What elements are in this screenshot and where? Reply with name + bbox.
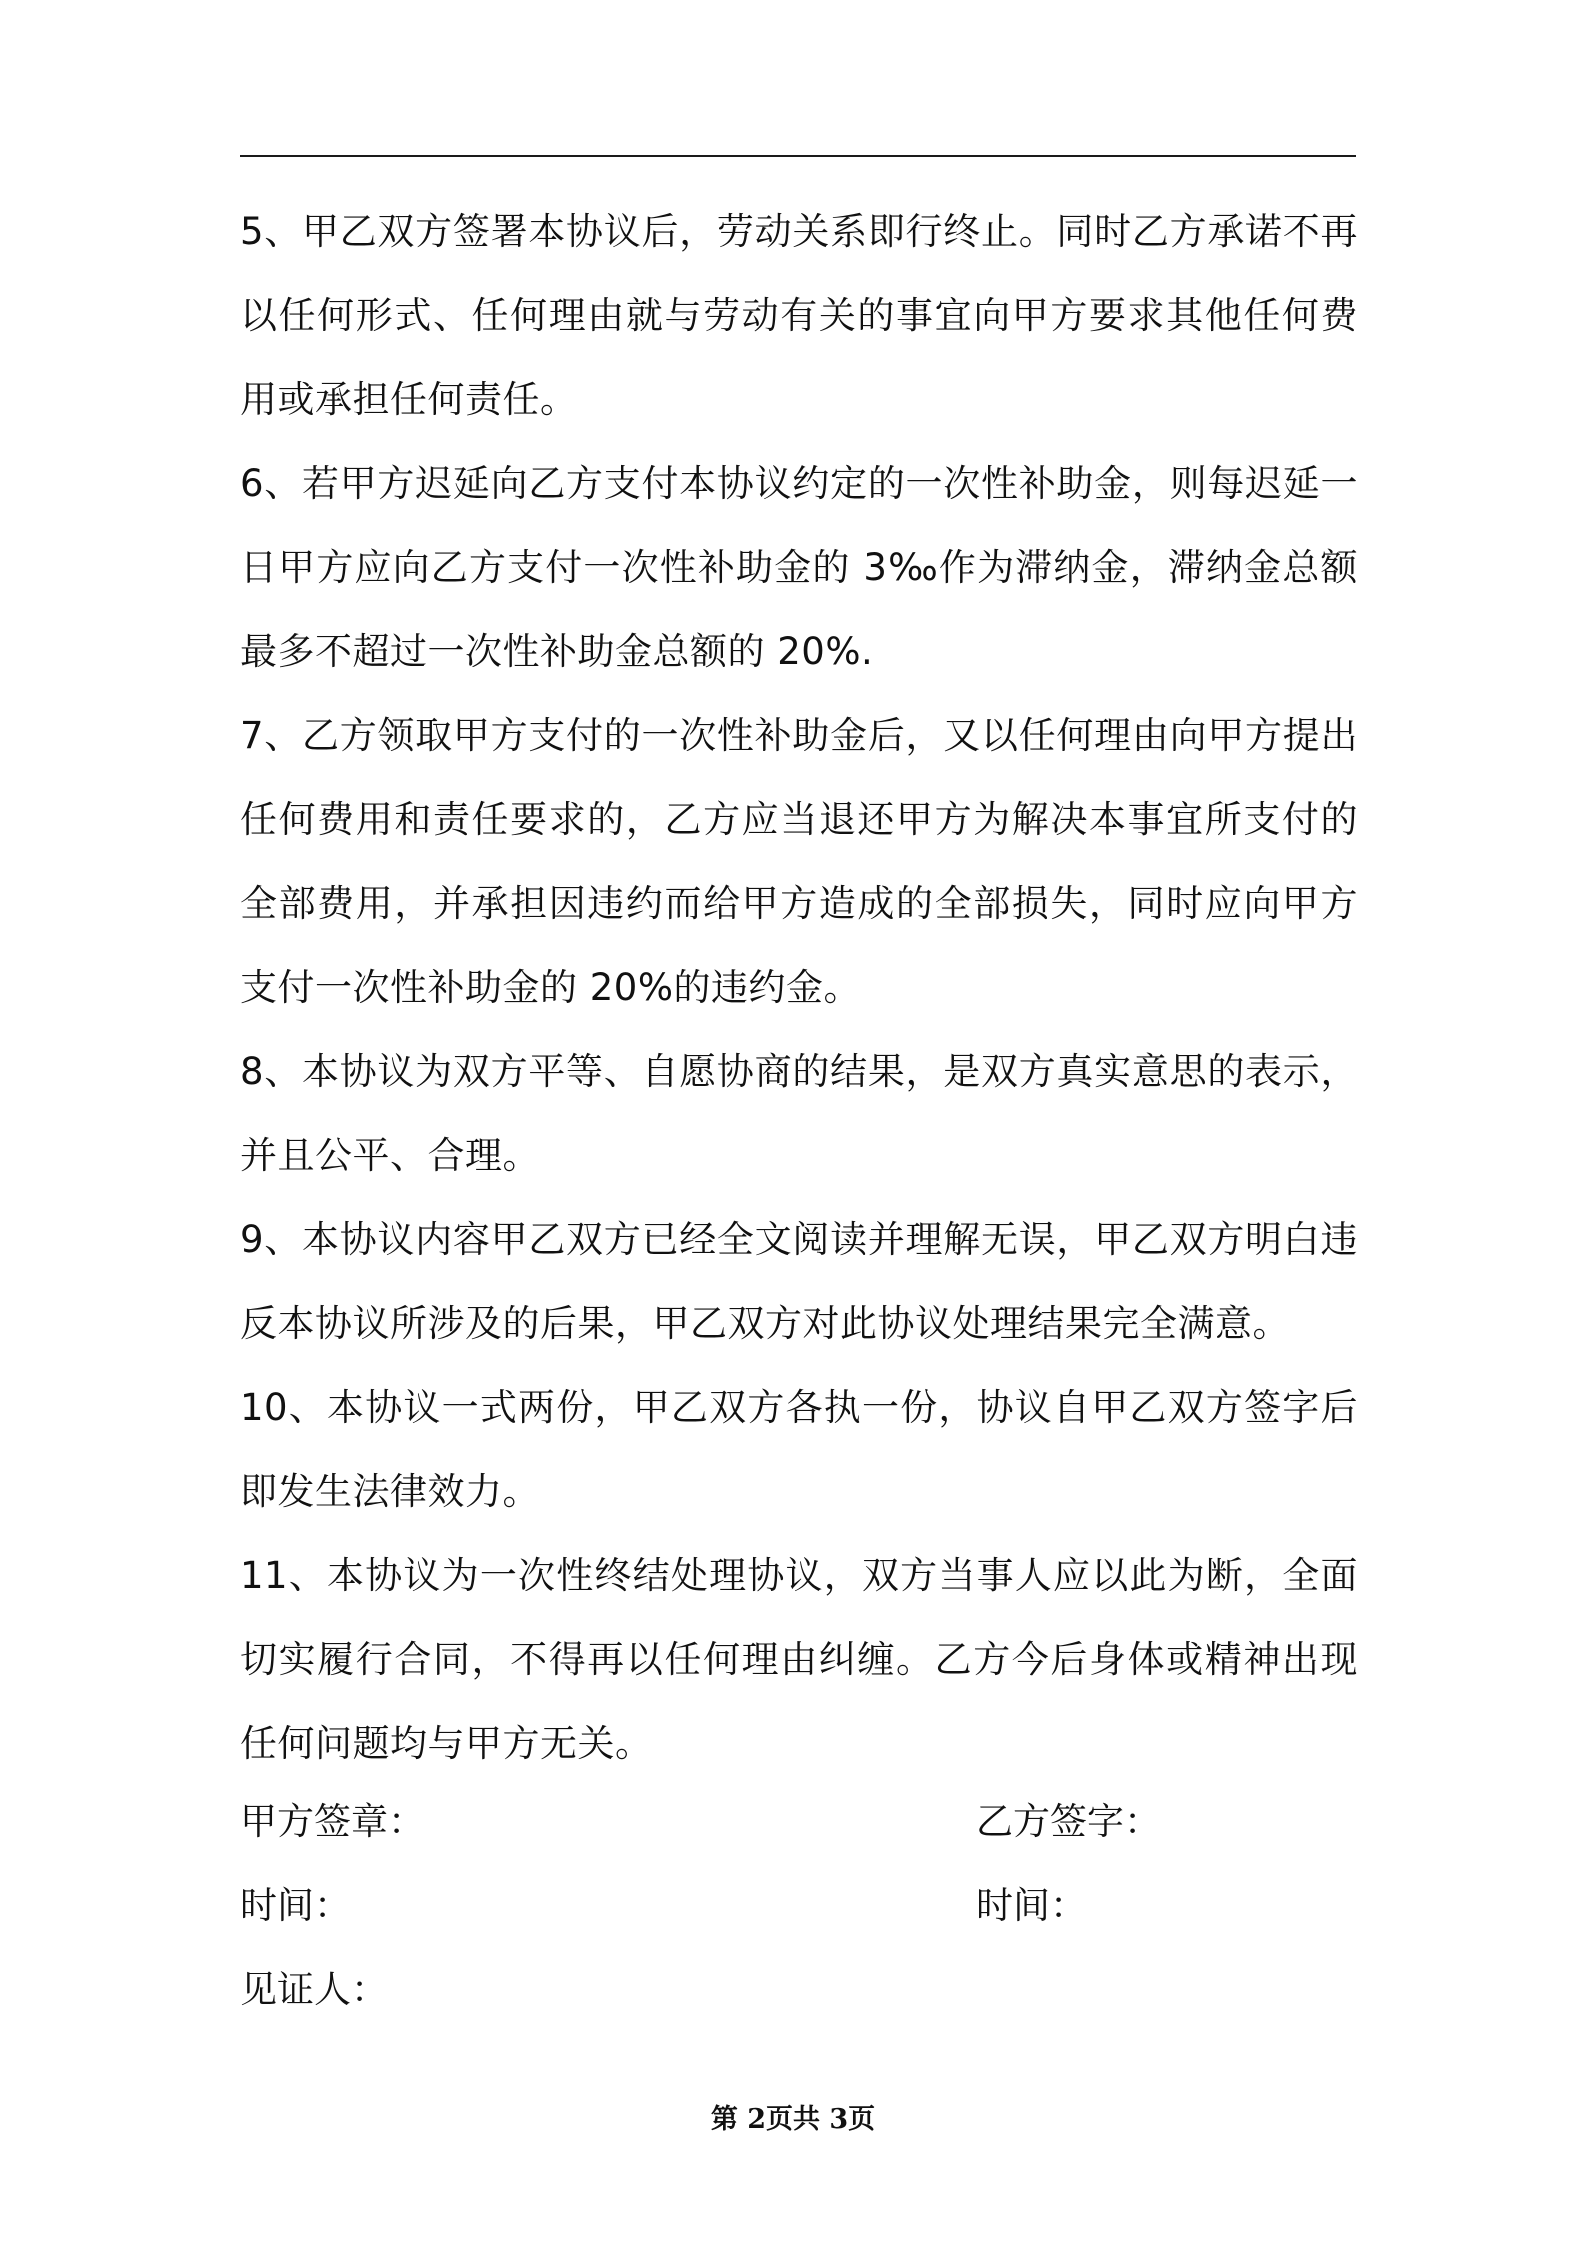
- clause-8: 8、本协议为双方平等、自愿协商的结果，是双方真实意思的表示，并且公平、合理。: [240, 1050, 1358, 1177]
- witness-label: 见证人：: [240, 1968, 388, 2011]
- signature-row: [240, 1780, 1358, 1864]
- agreement-clauses: [240, 190, 1358, 1786]
- clause-9: 9、本协议内容甲乙双方已经全文阅读并理解无误，甲乙双方明白违反本协议所涉及的后果，甲乙双方对此协议处理结果完全满意。: [240, 1218, 1358, 1345]
- witness-row: [240, 1948, 1358, 2032]
- party-b-time-label: 时间：: [976, 1884, 1087, 1927]
- party-b-sign-label: 乙方签字：: [976, 1800, 1161, 1843]
- clause-6: 6、若甲方迟延向乙方支付本协议约定的一次性补助金，则每迟延一日甲方应向乙方支付一次性补助金的 3‰作为滞纳金，滞纳金总额最多不超过一次性补助金总额的 20%.: [240, 462, 1358, 673]
- clause-11: 11、本协议为一次性终结处理协议，双方当事人应以此为断，全面切实履行合同，不得再以任何理由纠缠。乙方今后身体或精神出现任何问题均与甲方无关。: [240, 1554, 1358, 1765]
- party-a-seal-label: 甲方签章：: [240, 1800, 425, 1843]
- party-a-time-label: 时间：: [240, 1884, 351, 1927]
- header-divider: [240, 155, 1356, 157]
- clause-10: 10、本协议一式两份，甲乙双方各执一份，协议自甲乙双方签字后即发生法律效力。: [240, 1386, 1358, 1513]
- time-row: [240, 1864, 1358, 1948]
- clause-5: 5、甲乙双方签署本协议后，劳动关系即行终止。同时乙方承诺不再以任何形式、任何理由就与劳动有关的事宜向甲方要求其他任何费用或承担任何责任。: [240, 210, 1358, 421]
- signature-block: [240, 1780, 1358, 2032]
- clause-7: 7、乙方领取甲方支付的一次性补助金后，又以任何理由向甲方提出任何费用和责任要求的，乙方应当退还甲方为解决本事宜所支付的全部费用，并承担因违约而给甲方造成的全部损失，同时应向甲方支付一次性补助金的 20%的违约金。: [240, 714, 1358, 1009]
- page-number: 第 2页共 3页: [710, 2104, 876, 2135]
